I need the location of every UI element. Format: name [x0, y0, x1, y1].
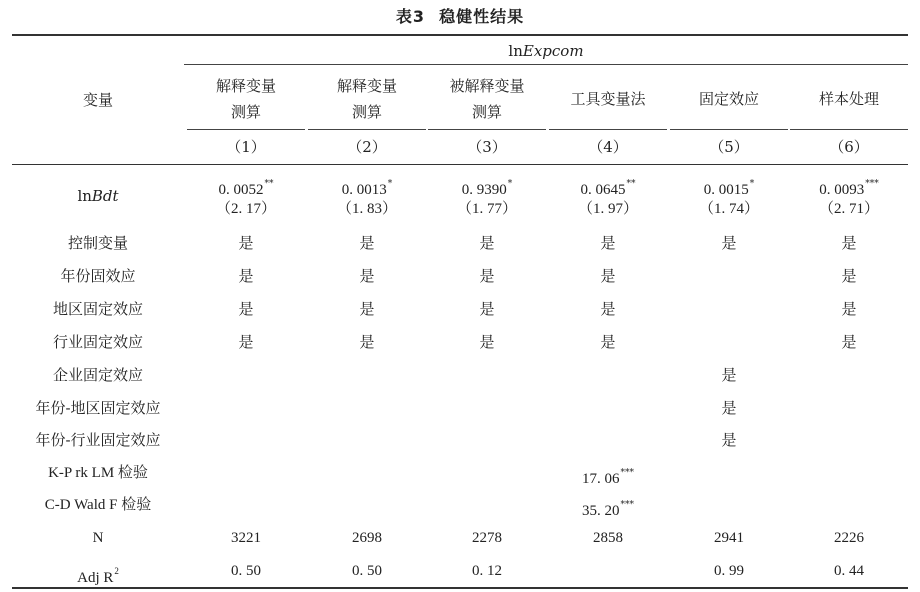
coef-number: 0. 0015: [703, 182, 749, 198]
significance-stars: ***: [865, 179, 879, 189]
coef-value: [549, 173, 667, 201]
n-row-cell: 2698: [352, 530, 382, 546]
control-row-cell: 是: [841, 333, 857, 351]
control-row-label: 年份固效应: [60, 267, 136, 285]
coef-number: 0. 0052: [218, 182, 264, 198]
coef-label-prefix: ln: [77, 187, 92, 205]
column-name: 固定效应: [698, 90, 759, 108]
coef-number: 0. 0093: [819, 182, 865, 198]
table-title-text: 稳健性结果: [439, 7, 525, 26]
control-row-cell: 是: [841, 234, 857, 252]
control-row-cell: 是: [359, 300, 375, 318]
coef-value: [790, 173, 908, 201]
test-row-label: C-D Wald F 检验: [44, 497, 152, 513]
table-title: [0, 4, 920, 27]
control-row-cell: 是: [841, 300, 857, 318]
column-name: 样本处理: [818, 90, 879, 108]
control-row-cell: 是: [238, 234, 254, 252]
column-number: （6）: [829, 138, 869, 156]
coef-number: 0. 0013: [341, 182, 387, 198]
control-row-label: 年份-行业固定效应: [35, 431, 161, 449]
control-row-cell: 是: [841, 267, 857, 285]
test-row-label: K-P rk LM 检验: [48, 465, 148, 481]
r2-row-cell: 0. 44: [834, 563, 864, 579]
control-row-label: 地区固定效应: [52, 300, 143, 318]
column-number: （3）: [467, 138, 507, 156]
coef-label-name: Bdt: [91, 187, 119, 205]
coef-number: 0. 9390: [461, 182, 507, 198]
header-bottom-rule: [12, 164, 908, 165]
control-row-cell: 是: [721, 399, 737, 417]
significance-stars: *: [387, 179, 393, 189]
coef-number: 0. 0645: [580, 182, 626, 198]
column-number: （5）: [709, 138, 749, 156]
control-row-label: 控制变量: [67, 234, 128, 252]
r2-row-cell: 0. 50: [352, 563, 382, 579]
control-row-cell: 是: [721, 431, 737, 449]
control-row-label: 年份-地区固定效应: [35, 399, 161, 417]
column-number: （1）: [226, 138, 266, 156]
column-name-line2: 测算: [471, 103, 502, 121]
n-row-cell: 2226: [834, 530, 864, 546]
control-row-cell: 是: [359, 333, 375, 351]
significance-stars: ***: [620, 468, 634, 478]
test-statistic: 17. 06: [582, 471, 620, 487]
control-row-cell: 是: [479, 234, 495, 252]
r2-row-label: [8, 560, 188, 589]
table-number: 表3: [395, 7, 426, 26]
r2-row-cell: 0. 99: [714, 563, 744, 579]
control-row-cell: 是: [479, 267, 495, 285]
coef-t-stat: （1. 74）: [698, 201, 759, 217]
column-name-line2: 测算: [230, 103, 261, 121]
control-row-cell: 是: [721, 234, 737, 252]
r2-row-cell: 0. 12: [472, 563, 502, 579]
coef-t-stat: （1. 77）: [456, 201, 517, 217]
coef-t-stat: （1. 83）: [336, 201, 397, 217]
column-underline: [308, 129, 426, 130]
column-number: （4）: [588, 138, 628, 156]
row-label-header: 变量: [82, 91, 113, 109]
coef-value: [670, 173, 788, 201]
r2-label-base: Adj R: [77, 570, 114, 586]
test-row-value: [549, 494, 667, 522]
control-row-cell: 是: [238, 300, 254, 318]
significance-stars: **: [626, 179, 636, 189]
control-row-cell: 是: [359, 234, 375, 252]
control-row-label: 行业固定效应: [52, 333, 143, 351]
n-row-cell: 2858: [593, 530, 623, 546]
significance-stars: **: [264, 179, 274, 189]
column-number: （2）: [347, 138, 387, 156]
column-name-line1: 解释变量: [215, 77, 276, 95]
control-row-cell: 是: [600, 234, 616, 252]
column-underline: [549, 129, 667, 130]
column-name-line1: 被解释变量: [449, 77, 525, 95]
control-row-cell: 是: [721, 366, 737, 384]
control-row-label: 企业固定效应: [52, 366, 143, 384]
control-row-cell: 是: [479, 300, 495, 318]
column-underline: [790, 129, 908, 130]
coef-value: [187, 173, 305, 201]
control-row-cell: 是: [600, 333, 616, 351]
n-row-cell: 3221: [231, 530, 261, 546]
significance-stars: *: [749, 179, 755, 189]
dependent-var-label: lnExpcom: [508, 42, 584, 60]
column-name-line1: 解释变量: [336, 77, 397, 95]
coef-t-stat: （1. 97）: [577, 201, 638, 217]
n-row-label: N: [92, 530, 104, 546]
column-underline: [670, 129, 788, 130]
significance-stars: *: [507, 179, 513, 189]
coef-t-stat: （2. 71）: [818, 201, 879, 217]
n-row-cell: 2941: [714, 530, 744, 546]
test-row-value: [549, 462, 667, 490]
significance-stars: ***: [620, 500, 634, 510]
r2-row-cell: 0. 50: [231, 563, 261, 579]
n-row-cell: 2278: [472, 530, 502, 546]
coef-value: [308, 173, 426, 201]
r2-label-sup: 2: [114, 566, 119, 576]
dependent-var-underline: [184, 64, 908, 65]
coef-t-stat: （2. 17）: [215, 201, 276, 217]
control-row-cell: 是: [600, 267, 616, 285]
control-row-cell: 是: [600, 300, 616, 318]
column-name-line2: 测算: [351, 103, 382, 121]
control-row-cell: 是: [238, 333, 254, 351]
coef-value: [428, 173, 546, 201]
column-underline: [428, 129, 546, 130]
coef-row-label: [8, 185, 188, 207]
top-rule: [12, 34, 908, 36]
column-underline: [187, 129, 305, 130]
control-row-cell: 是: [359, 267, 375, 285]
column-name: 工具变量法: [570, 90, 646, 108]
control-row-cell: 是: [238, 267, 254, 285]
control-row-cell: 是: [479, 333, 495, 351]
test-statistic: 35. 20: [582, 503, 620, 519]
